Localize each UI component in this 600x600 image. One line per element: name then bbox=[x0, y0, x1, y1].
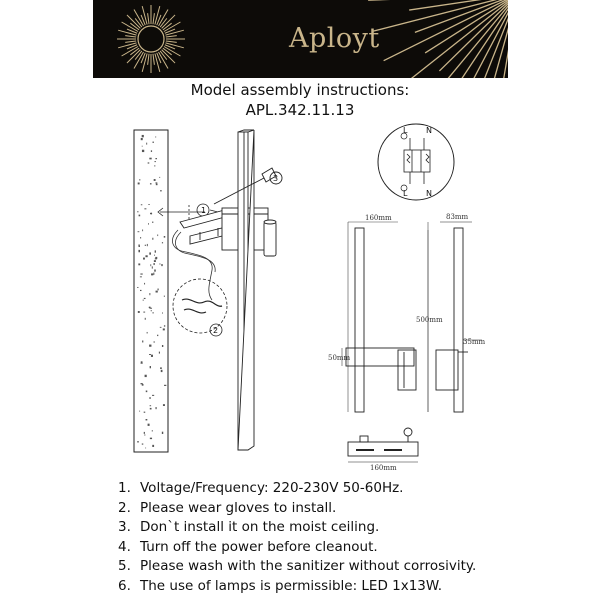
terminal-n-bottom: N bbox=[426, 189, 432, 198]
dim-offset: 35mm bbox=[463, 338, 486, 346]
mounting-bracket bbox=[180, 208, 268, 250]
dim-width-top: 160mm bbox=[365, 214, 392, 222]
dim-width-bottom: 160mm bbox=[370, 464, 397, 472]
dim-mount: 50mm bbox=[328, 354, 351, 362]
driver-cylinder bbox=[264, 220, 276, 256]
terminal-l-bottom: L bbox=[403, 189, 408, 198]
instructions-list bbox=[118, 479, 548, 596]
list-item: 6. The use of lamps is permissible: LED 1x13W. bbox=[118, 577, 442, 594]
list-item: 4. Turn off the power before cleanout. bbox=[118, 538, 378, 555]
terminal-l-top: L bbox=[403, 126, 408, 135]
wiring-terminal-diagram bbox=[378, 124, 454, 200]
callout-3: 3 bbox=[273, 174, 279, 183]
model-number: APL.342.11.13 bbox=[245, 101, 355, 119]
top-view bbox=[348, 428, 418, 462]
side-view bbox=[436, 222, 482, 412]
terminal-n-top: N bbox=[426, 126, 432, 135]
list-item: 5. Please wash with the sanitizer without corrosivity. bbox=[118, 558, 477, 574]
list-item: 2. Please wear gloves to install. bbox=[118, 499, 337, 516]
wall-panel bbox=[134, 130, 168, 452]
connector-detail bbox=[173, 279, 227, 336]
list-item: 1. Voltage/Frequency: 220-230V 50-60Hz. bbox=[118, 480, 404, 496]
dim-depth: 83mm bbox=[446, 213, 469, 221]
list-item: 3. Don`t install it on the moist ceiling. bbox=[118, 519, 380, 535]
page-title: Model assembly instructions: bbox=[190, 81, 410, 99]
callout-1: 1 bbox=[201, 206, 207, 215]
dim-height: 500mm bbox=[416, 316, 443, 324]
lamp-body-side bbox=[238, 130, 254, 450]
callout-2: 2 bbox=[213, 326, 219, 335]
brand-name: Aployt bbox=[289, 23, 380, 54]
